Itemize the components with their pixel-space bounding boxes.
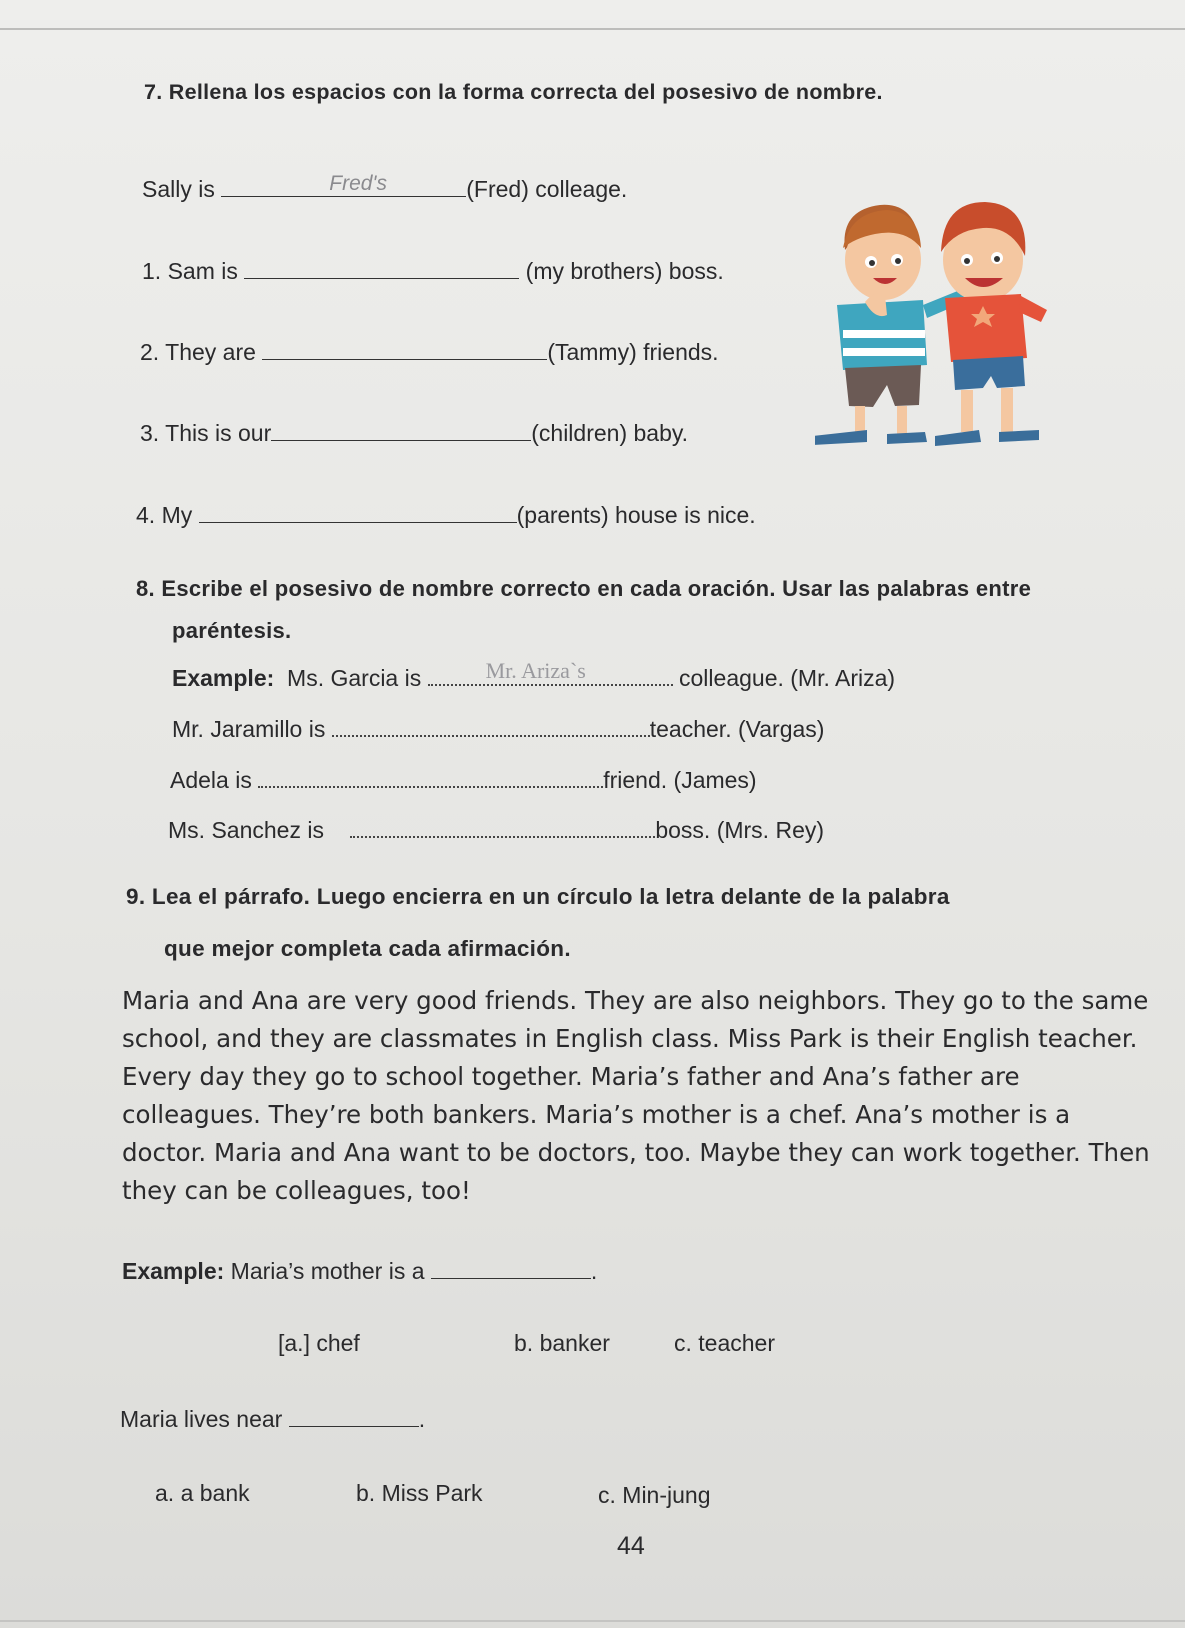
example-option-c[interactable]: c. teacher [674, 1330, 775, 1356]
paragraph-line: doctor. Maria and Ana want to be doctors, too. Maybe they can work together. Then [122, 1138, 1150, 1167]
example-label: Example: [172, 665, 275, 691]
section8-heading-line1: 8. Escribe el posesivo de nombre correcto en cada oración. Usar las palabras entre [136, 576, 1032, 601]
item-hint: (my brothers) boss. [525, 258, 724, 284]
answer-blank[interactable] [262, 339, 547, 360]
item-prefix: 3. This is our [140, 420, 272, 446]
section7-heading: 7. Rellena los espacios con la forma correcta del posesivo de nombre. [144, 80, 883, 104]
answer-blank[interactable] [199, 502, 517, 523]
item-hint: (parents) house is nice. [516, 502, 756, 528]
section8-item-3 [168, 816, 824, 844]
item-prefix: Ms. Sanchez is [168, 817, 324, 843]
page-top-edge [0, 28, 1185, 30]
page-bottom-edge [0, 1620, 1185, 1622]
answer-blank[interactable] [350, 816, 655, 838]
item-hint: boss. (Mrs. Rey) [655, 817, 825, 843]
answer-blank[interactable] [244, 258, 519, 279]
question-end: . [418, 1406, 426, 1432]
question-prefix: Maria lives near [120, 1406, 283, 1432]
section7-item-3 [140, 420, 688, 447]
section7-item-4 [136, 502, 756, 529]
item-prefix: Adela is [170, 767, 252, 793]
example-blank[interactable] [221, 172, 466, 197]
section8-item-2 [170, 766, 757, 794]
example-end: . [590, 1258, 598, 1284]
item-hint: (Tammy) friends. [547, 339, 719, 365]
answer-blank[interactable] [258, 766, 603, 788]
item-hint: teacher. (Vargas) [649, 716, 825, 742]
section9-example [122, 1258, 597, 1285]
example-hint: colleague. (Mr. Ariza) [679, 665, 896, 691]
answer-blank[interactable] [332, 715, 650, 737]
example-hint: (Fred) colleage. [466, 176, 628, 202]
question-option-c[interactable]: c. Min-jung [598, 1482, 711, 1508]
example-label: Example: [122, 1258, 225, 1284]
question-option-b[interactable]: b. Miss Park [356, 1480, 483, 1506]
answer-blank[interactable] [271, 420, 531, 441]
item-hint: (children) baby. [531, 420, 689, 446]
section9-question [120, 1406, 425, 1433]
example-option-b[interactable]: b. banker [514, 1330, 610, 1356]
example-option-a[interactable]: [a.] chef [278, 1330, 360, 1356]
example-prefix: Maria’s mother is a [230, 1258, 425, 1284]
paragraph-line: colleagues. They’re both bankers. Maria’s mother is a chef. Ana’s mother is a [122, 1100, 1071, 1129]
section9-heading-line1: 9. Lea el párrafo. Luego encierra en un círculo la letra delante de la palabra [126, 884, 950, 909]
answer-blank[interactable] [431, 1258, 591, 1279]
example-prefix: Ms. Garcia is [287, 665, 422, 691]
section7-item-2 [140, 339, 719, 366]
section8-example [172, 658, 896, 692]
boy-right-icon [935, 202, 1047, 446]
item-prefix: 4. My [136, 502, 193, 528]
question-option-a[interactable]: a. a bank [155, 1480, 250, 1506]
section9-heading-line2: que mejor completa cada afirmación. [164, 936, 571, 961]
reading-paragraph [122, 982, 1150, 1210]
section7-item-1 [142, 258, 724, 285]
page-number: 44 [617, 1532, 645, 1560]
item-prefix: Mr. Jaramillo is [172, 716, 326, 742]
item-prefix: 2. They are [140, 339, 256, 365]
two-boys-laughing-icon [815, 190, 1050, 460]
example-answer: Mr. Ariza`s [485, 658, 586, 683]
item-hint: friend. (James) [603, 767, 757, 793]
paragraph-line: Every day they go to school together. Maria’s father and Ana’s father are [122, 1062, 1020, 1091]
example-answer: Fred's [329, 172, 387, 195]
section8-item-1 [172, 715, 824, 743]
section7-example [142, 172, 628, 203]
paragraph-line: they can be colleagues, too! [122, 1176, 471, 1205]
example-blank[interactable] [428, 658, 673, 686]
section8-heading-line2: paréntesis. [172, 618, 292, 643]
example-prefix: Sally is [142, 176, 215, 202]
answer-blank[interactable] [289, 1406, 419, 1427]
paragraph-line: Maria and Ana are very good friends. They are also neighbors. They go to the same [122, 986, 1149, 1015]
item-prefix: 1. Sam is [142, 258, 238, 284]
paragraph-line: school, and they are classmates in English class. Miss Park is their English teacher. [122, 1024, 1138, 1053]
